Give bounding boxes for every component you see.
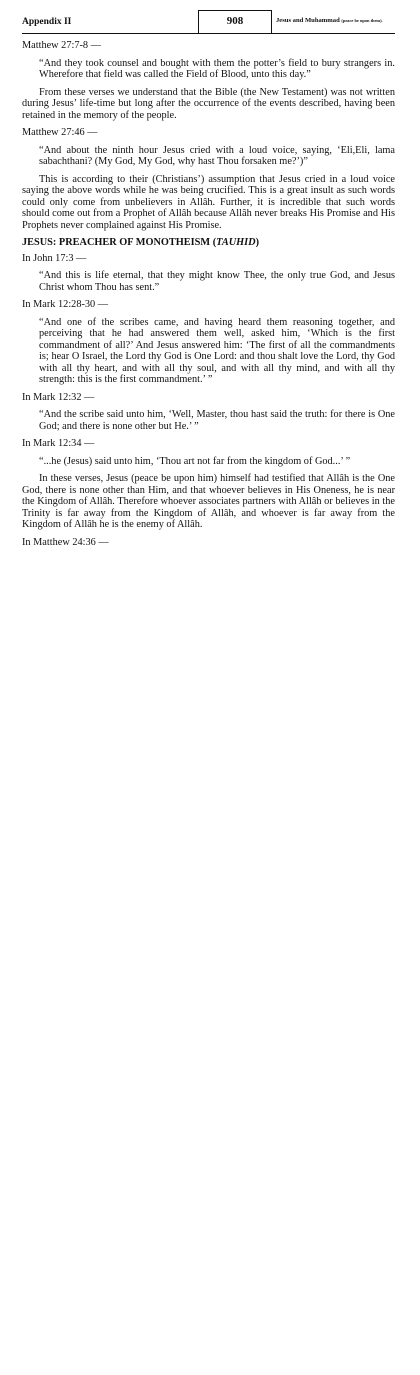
scripture-reference: In Matthew 24:36 — — [22, 536, 109, 548]
scripture-reference: In John 17:3 — — [22, 252, 87, 264]
commentary-paragraph: From these verses we understand that the Bible (the New Testament) was not written during Jesus’ life-time but long after the occurrence of the events described, having been retained in the memory of the people. — [22, 86, 395, 121]
header-book-title-main: Jesus and Muhammad — [276, 17, 340, 24]
scripture-quote: “And about the ninth hour Jesus cried with a loud voice, saying, ‘Eli,Eli, lama sabachthani? (My God, My God, why hast Thou forsaken me?’)” — [39, 144, 395, 167]
heading-close: ) — [255, 237, 260, 248]
scripture-reference: In Mark 12:34 — — [22, 438, 95, 449]
scripture-quote: “And they took counsel and bought with them the potter’s field to bury strangers in. Wherefore that field was called the Field of Blood, unto this day.” — [39, 57, 395, 80]
scripture-quote: “And the scribe said unto him, ‘Well, Master, thou hast said the truth: for there is One God; and there is none other but He.’ ” — [39, 409, 395, 432]
scripture-reference: Matthew 27:7-8 — — [22, 40, 101, 51]
scripture-quote: “...he (Jesus) said unto him, ‘Thou art not far from the kingdom of God...’ ” — [39, 455, 351, 467]
scripture-reference: In Mark 12:28-30 — — [22, 299, 109, 310]
header-book-title-suffix: (peace be upon them). — [341, 18, 383, 23]
commentary-paragraph: In these verses, Jesus (peace be upon him) himself had testified that Allâh is the One God, there is none other than Him, and that whoever believes in His Oneness, he is near the Kingdom of Allâh. Therefore whoever associates partners with Allâh or believes in the Trinity is far away from the Kingdom of Allâh, and whoever is far away from the Kingdom of Allâh he is the enemy of Allâh. — [22, 473, 395, 530]
running-header — [22, 9, 395, 34]
heading-text: JESUS: PREACHER OF MONOTHEISM ( — [22, 237, 217, 248]
commentary-paragraph: This is according to their (Christians’) assumption that Jesus cried in a loud voice saying the above words while he was being crucified. This is a great insult as such words could only come from unbelievers in Allâh. Further, it is incredible that such words should come out from a Prophet of Allâh because Allâh never breaks His Promise and His Prophets never complained against His Promise. — [22, 173, 395, 231]
scripture-quote: “And one of the scribes came, and having heard them reasoning together, and perceiving that he had answered them well, asked him, ‘Which is the first commandment of all?’ And Jesus answered him: ‘The first of all the commandments is; hear O Israel, the Lord thy God is One Lord: and thou shalt love the Lord, thy God with all thy heart, and with all thy soul, and with all thy mind, and with all thy strength: this is the first commandment.’ ” — [39, 316, 395, 385]
header-section-title: Appendix II — [22, 17, 72, 27]
header-rule — [22, 33, 395, 34]
header-book-title — [276, 17, 383, 24]
page-body — [22, 40, 395, 554]
scripture-reference: In Mark 12:32 — — [22, 391, 95, 403]
section-heading — [22, 237, 395, 249]
scripture-reference: Matthew 27:46 — — [22, 127, 98, 138]
scripture-quote: “And this is life eternal, that they might know Thee, the only true God, and Jesus Christ whom Thou has sent.” — [39, 270, 395, 293]
page-number: 908 — [198, 10, 272, 33]
heading-italic-term: TAUHID — [216, 237, 256, 248]
